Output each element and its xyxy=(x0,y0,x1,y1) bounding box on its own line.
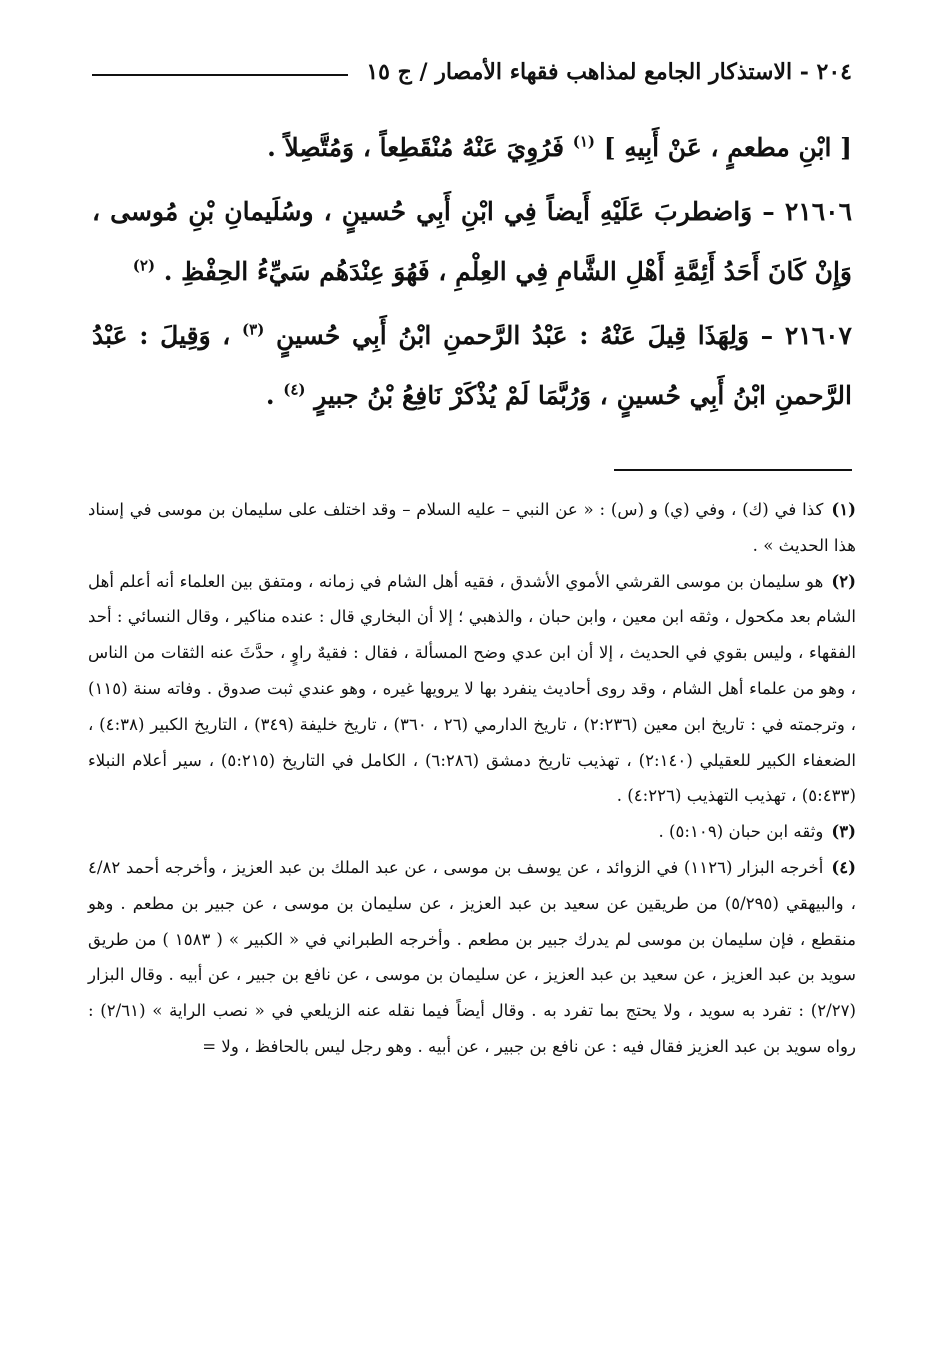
paragraph-21607: ٢١٦٠٧ – وَلِهَذَا قِيلَ عَنْهُ : عَبْدُ الرَّحمنِ ابْنُ أَبِي حُسينٍ $^{(٣)}$ ، وَقِيلَ : عَبْدُ الرَّحمنِ ابْنُ أَبِي حُسينٍ ، وَرُبَّمَا لَمْ يُذْكَرْ نَافِعُ بْنُ جبيرٍ $^{(٤)}$ . xyxy=(92,320,852,410)
footnote-ref[interactable]: (٣) xyxy=(242,320,265,339)
main-text xyxy=(92,118,852,426)
footnote-ref[interactable]: (٢) xyxy=(132,256,156,275)
footnotes xyxy=(88,492,856,1065)
footnote-4: (٤)أخرجه البزار (١١٢٦) في الزوائد ، عن يوسف بن موسى ، عن عبد الملك بن عبد العزيز ، وأخرجه أحمد ٤/٨٢ ، والبيهقي (٥/٢٩٥) من طريقين عن سعيد بن عبد العزيز ، عن سليمان بن موسى ، عن جبير بن مطعم . وهو منقطع ، فإن سليمان بن موسى لم يدرك جبير بن مطعم . وأخرجه الطبراني في « الكبير » ( ١٥٨٣ ) من طريق سويد بن عبد العزيز ، عن سعيد بن عبد العزيز ، عن سليمان بن موسى ، عن نافع بن جبير ، عن أبيه . وقال البزار (٢/٢٧) : تفرد به سويد ، ولا يحتج بما تفرد به . وقال أيضاً فيما نقله عنه الزيلعي في « نصب الراية » (٢/٦١) : رواه سويد بن عبد العزيز فقال فيه : عن نافع بن جبير ، عن أبيه . وهو رجل ليس بالحافظ ، ولا = xyxy=(88,856,857,1056)
footnote-3: (٣)وثقه ابن حبان (٥:١٠٩) . xyxy=(658,821,856,842)
footnote-2: (٢)هو سليمان بن موسى القرشي الأموي الأشدق ، فقيه أهل الشام في زمانه ، ومتفق بين العلماء أنه أعلم أهل الشام بعد مكحول ، وثقه ابن معين ، وابن حبان ، والذهبي ؛ إلا أن البخاري قال : عنده مناكير ، وقال النسائي : أحد الفقهاء ، وليس بقوي في الحديث ، إلا أن ابن عدي وضح المسألة ، فقال : فقيهٌ راوٍ ، حدَّثَ عنه الثقات من الناس ، وهو من علماء أهل الشام ، وقد روى أحاديث ينفرد بها لا يرويها غيره ، وهو عندي ثبت صدوق . وفاته سنة (١١٥) ، وترجمته في : تاريخ ابن معين (٢:٢٣٦) ، تاريخ الدارمي (٢٦ ، ٣٦٠) ، تاريخ خليفة (٣٤٩) ، التاريخ الكبير (٤:٣٨) ، الضعفاء الكبير للعقيلي (٢:١٤٠) ، تهذيب تاريخ دمشق (٦:٢٨٦) ، الكامل في التاريخ (٥:٢١٥) ، سير أعلام النبلاء (٥:٤٣٣) ، تهذيب التهذيب (٤:٢٢٦) . xyxy=(88,570,857,806)
running-header xyxy=(92,52,852,92)
paragraph-21606: ٢١٦٠٦ – وَاضطربَ عَلَيْهِ أَيضاً فِي ابْنِ أَبِي حُسينٍ ، وسُلَيمانِ بْنِ مُوسى ، وَإِنْ كَانَ أَحَدُ أَئِمَّةِ أَهْلِ الشَّامِ فِي العِلْمِ ، فَهُوَ عِنْدَهُم سَيِّءُ الحِفْظِ . $^{(٢)}$ xyxy=(92,197,852,286)
header-rule xyxy=(92,74,348,76)
footnote-1: (١)كذا في (ك) ، وفي (ي) و (س) : « عن النبي – عليه السلام – وقد اختلف على سليمان بن موسى في إسناد هذا الحديث » . xyxy=(88,499,856,555)
paragraph-1: [ ابْنِ مطعمٍ ، عَنْ أَبِيهِ ] $^{(١)}$ فَرُوِيَ عَنْهُ مُنْقَطِعاً ، وَمُتَّصِلاً . xyxy=(267,132,852,162)
header-title: ٢٠٤ - الاستذكار الجامع لمذاهب فقهاء الأمصار / ج ١٥ xyxy=(366,59,852,85)
footnote-ref[interactable]: (١) xyxy=(572,132,596,151)
footnote-ref[interactable]: (٤) xyxy=(283,380,306,399)
footnote-separator xyxy=(614,469,852,471)
